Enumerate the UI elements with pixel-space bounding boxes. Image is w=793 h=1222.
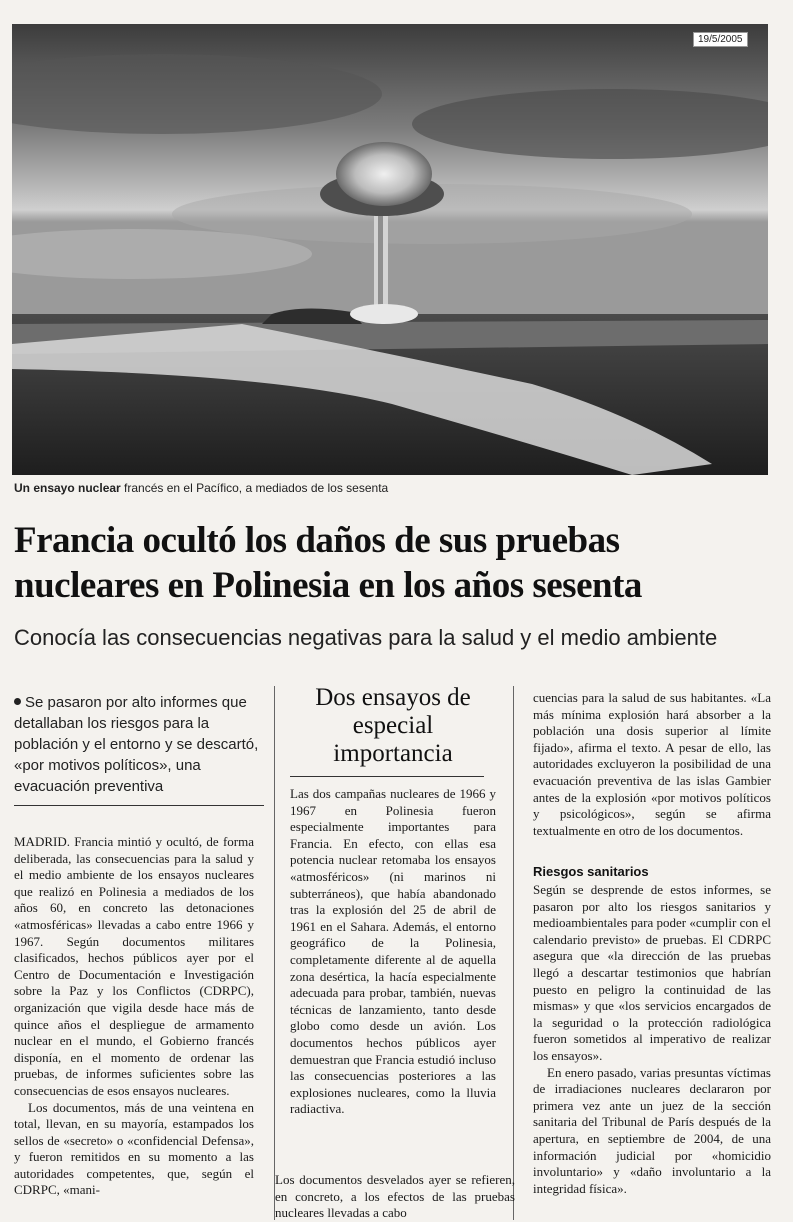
paragraph: En enero pasado, varias presuntas víctimas de irradiaciones nucleares declararon por primera vez ante un juez de la sección sanitaria del Tribunal de París después de la apertura, en septiembre de 2004, de una información judicial por «homicidio involuntario» y «daño involuntario a la integridad física». bbox=[533, 1064, 771, 1196]
sidebar-title: Dos ensayos de especial importancia bbox=[315, 684, 471, 767]
date-stamp: 19/5/2005 bbox=[693, 32, 748, 47]
nuclear-test-photo bbox=[12, 24, 768, 475]
article-column-1 bbox=[14, 834, 254, 1199]
paragraph: Los documentos, más de una veintena en total, llevan, en su mayoría, estampados los sellos de «secreto» o «confidencial Defensa», y fueron remitidos en su momento a las autoridades competentes, que, según el CDRPC, «mani- bbox=[14, 1099, 254, 1198]
article-column-2 bbox=[275, 1172, 515, 1222]
section-heading: Riesgos sanitarios bbox=[533, 864, 649, 879]
caption-lead: Un ensayo nuclear bbox=[14, 481, 121, 495]
headline-line-2: nucleares en Polinesia en los años sesenta bbox=[14, 565, 642, 606]
sidebar-text bbox=[290, 786, 496, 1118]
sidebar-rule bbox=[290, 776, 484, 777]
headline-line-1: Francia ocultó los daños de sus pruebas bbox=[14, 520, 620, 561]
subheadline: Conocía las consecuencias negativas para la salud y el medio ambiente bbox=[14, 625, 718, 650]
summary-text: Se pasaron por alto informes que detallaban los riesgos para la población y el entorno y se descartó, «por motivos políticos», una evacuación preventiva bbox=[14, 694, 259, 795]
summary-box bbox=[14, 692, 264, 806]
paragraph: Las dos campañas nucleares de 1966 y 1967 en Polinesia fueron especialmente importantes para Francia. En efecto, con ellas esa potencia nuclear retomaba los ensayos «atmosféricos» (ni marinos ni subterráneos), que había abandonado tras la explosión del 25 de abril de 1961 en el Sahara. Además, el entorno geográfico de la Polinesia, completamente diferente al de aquella zona desértica, la hacía especialmente adecuada para probar, también, nuevas técnicas de lanzamiento, tanto desde globo como desde un avión. Los documentos hechos públicos ayer demuestran que Francia estudió incluso las consecuencias posteriores a las explosiones nucleares, como la lluvia radiactiva. bbox=[290, 786, 496, 1117]
column-divider bbox=[274, 686, 275, 1220]
column-divider bbox=[513, 686, 514, 1220]
bullet-icon bbox=[14, 698, 21, 705]
paragraph: cuencias para la salud de sus habitantes. «La más mínima explosión hará absorber a la población una dosis superior al límite fijado», afirma el texto. A pesar de ello, las autoridades excluyeron la posibilidad de una evacuación preventiva de las islas Gambier antes de la explosión «por motivos políticos y psicológicos», según se afirma textualmente en otro de los documentos. bbox=[533, 690, 771, 838]
headline bbox=[14, 518, 784, 608]
article-column-3-continued bbox=[533, 882, 771, 1197]
paragraph: Según se desprende de estos informes, se pasaron por alto los riesgos sanitarios y medioambientales para poder «cumplir con el calendario previsto» de pruebas. El CDRPC asegura que «la dirección de las pruebas llegó a descartar testimonios que habrían puesto en peligro la continuidad de las mismas» y que «los servicios encargados de la seguridad o la protección radiológica fueron sometidos al imperativo de realizar los ensayos». bbox=[533, 882, 771, 1063]
photo-caption bbox=[14, 481, 774, 495]
paragraph: MADRID. Francia mintió y ocultó, de forma deliberada, las consecuencias para la salud y el medio ambiente de los ensayos nucleares que realizó en Polinesia a mediados de los años 60, en concreto las detonaciones «atmosféricas» llevadas a cabo entre 1966 y 1967. Según documentos militares clasificados, hechos públicos ayer por el Centro de Documentación e Investigación sobre la Paz y los Conflictos (CDRPC), organización que vigila desde hace más de quince años el despliegue de armamento nuclear en el mundo, el Gobierno francés disponía, en el momento de ordenar las pruebas, de informes suficientes sobre las consecuencias de esos ensayos nucleares. bbox=[14, 834, 254, 1098]
paragraph: Los documentos desvelados ayer se refieren, en concreto, a los efectos de las pruebas nucleares llevadas a cabo bbox=[275, 1172, 515, 1221]
article-column-3 bbox=[533, 690, 771, 839]
mushroom-cloud-image bbox=[12, 24, 768, 475]
caption-text: francés en el Pacífico, a mediados de los sesenta bbox=[120, 481, 389, 495]
